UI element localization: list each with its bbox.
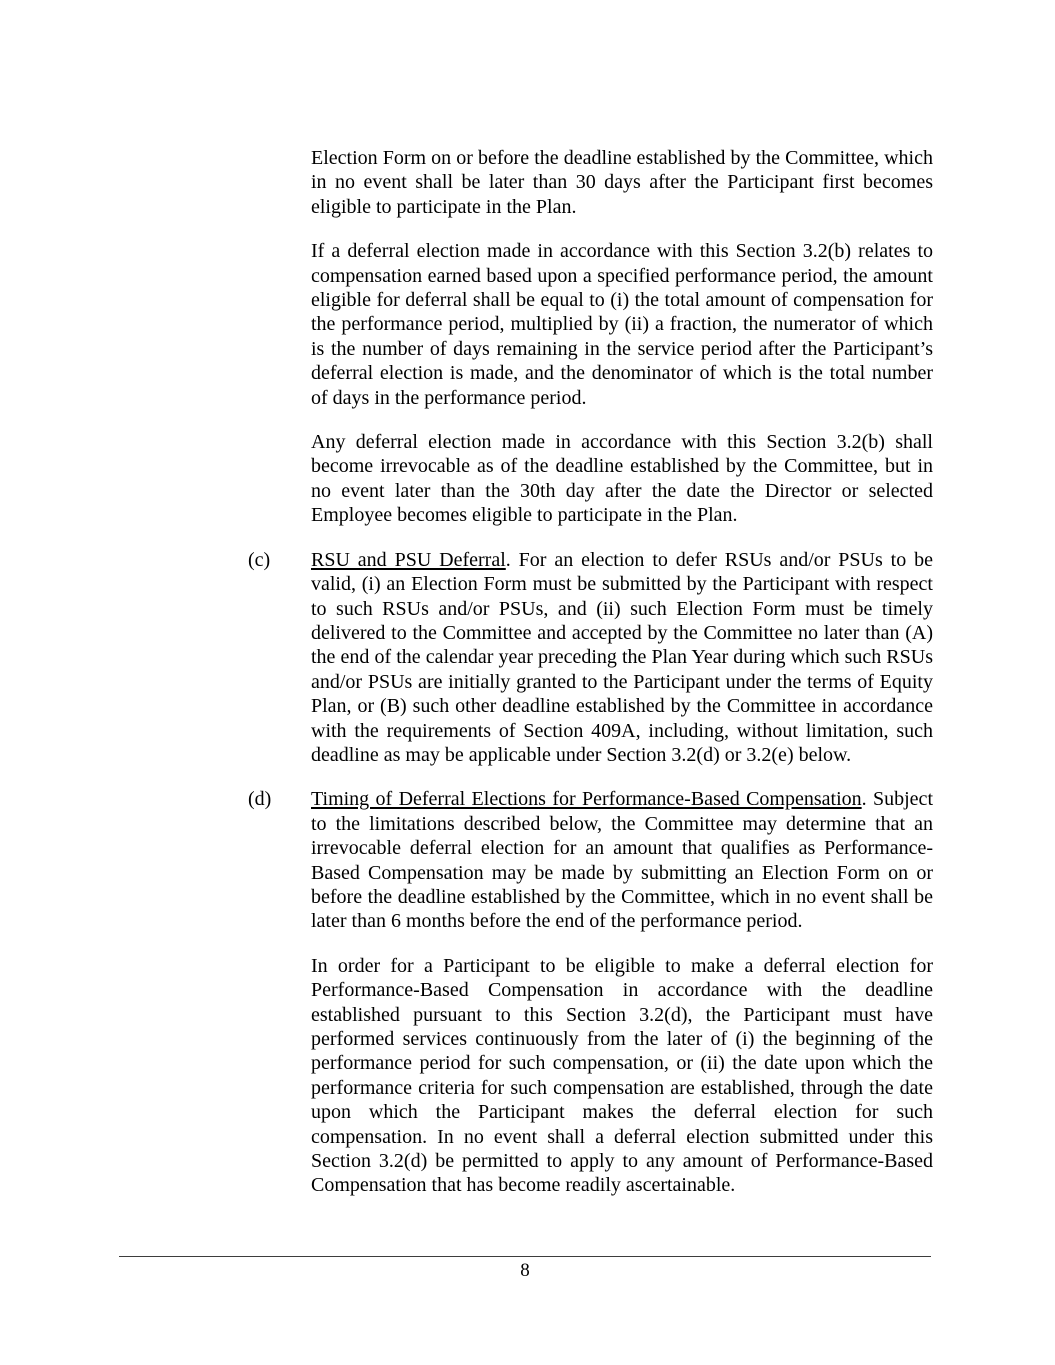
- clause-c-text: . For an election to defer RSUs and/or PSUs to be valid, (i) an Election Form must be submitted by the Participant with respect to such RSUs and/or PSUs, and (ii) such Election Form must be timely delivered to the Committee and accepted by the Committee no later than (A) the end of the calendar year preceding the Plan Year during which such RSUs and/or PSUs are initially granted to the Participant under the terms of Equity Plan, or (B) such other deadline established by the Committee in accordance with the requirements of Section 409A, including, without limitation, such deadline as may be applicable under Section 3.2(d) or 3.2(e) below.: [311, 548, 934, 766]
- clause-c-heading: RSU and PSU Deferral: [311, 548, 506, 571]
- clause-d-heading: Timing of Deferral Elections for Performance-Based Compensation: [311, 788, 862, 811]
- clause-d: [248, 787, 933, 933]
- clause-d-text: . Subject to the limitations described below, the Committee may determine that an irrevocable deferral election for an amount that qualifies as Performance-Based Compensation may be made by submitting an Election Form on or before the deadline established by the Committee, which in no event shall be later than 6 months before the end of the performance period.: [311, 788, 933, 933]
- clause-d-label: (d): [248, 788, 272, 811]
- clause-d-paragraph: [311, 787, 933, 933]
- clause-c-paragraph: [311, 548, 933, 768]
- document-body: [248, 146, 934, 1218]
- page-number: 8: [520, 1260, 530, 1281]
- page-footer: [119, 1256, 931, 1282]
- clause-c: [248, 548, 934, 768]
- paragraph-deferral-fraction: If a deferral election made in accordance with this Section 3.2(b) relates to compensation earned based upon a specified performance period, the amount eligible for deferral shall be equal to (i) the total amount of compensation for the performance period, multiplied by (ii) a fraction, the numerator of which is the number of days remaining in the service period after the Participant’s deferral election is made, and the denominator of which is the total number of days in the performance period.: [311, 240, 933, 409]
- footer-rule: [119, 1256, 931, 1257]
- paragraph-eligibility-continuous-service: In order for a Participant to be eligible to make a deferral election for Performance-Based Compensation in accordance with the deadline established pursuant to this Section 3.2(d), the Participant must have performed services continuously from the later of (i) the beginning of the performance period for such compensation, or (ii) the date upon which the performance criteria for such compensation are established, through the date upon which the Participant makes the deferral election for such compensation. In no event shall a deferral election submitted under this Section 3.2(d) be permitted to apply to any amount of Performance-Based Compensation that has become readily ascertainable.: [311, 954, 933, 1197]
- paragraph-election-form: Election Form on or before the deadline established by the Committee, which in no event shall be later than 30 days after the Participant first becomes eligible to participate in the Plan.: [311, 147, 933, 218]
- paragraph-irrevocable-election: Any deferral election made in accordance with this Section 3.2(b) shall become irrevocable as of the deadline established by the Committee, but in no event later than the 30th day after the date the Director or selected Employee becomes eligible to participate in the Plan.: [311, 431, 933, 527]
- clause-c-label: (c): [248, 548, 271, 571]
